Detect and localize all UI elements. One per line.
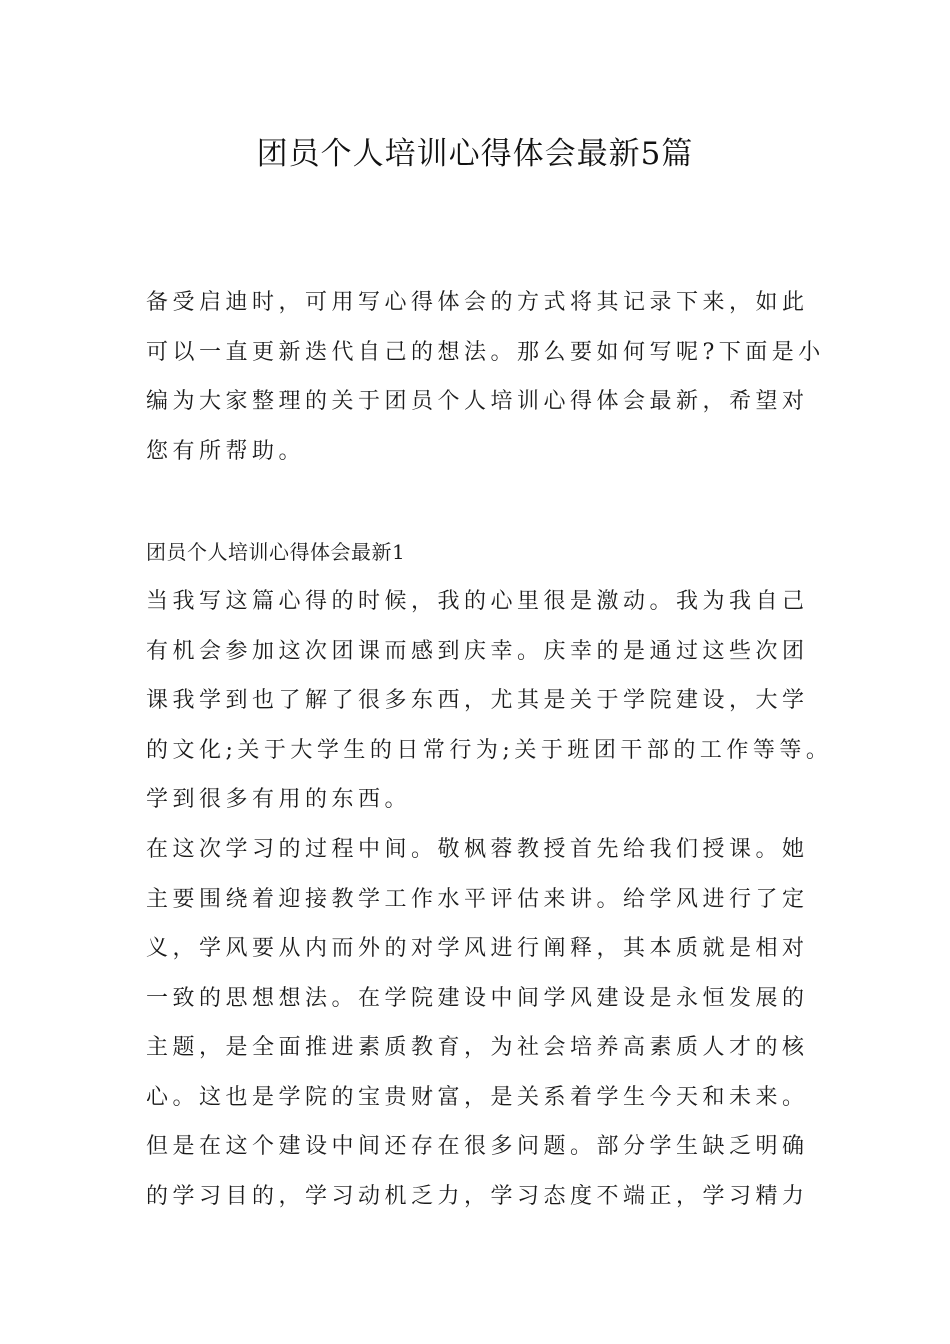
text-line: 主题，是全面推进素质教育，为社会培养高素质人才的核	[146, 1035, 809, 1060]
paragraph-text	[146, 577, 833, 825]
section1-paragraph-1	[146, 577, 833, 825]
intro-paragraph	[146, 278, 825, 476]
section1-paragraph-2	[146, 825, 809, 1221]
text-line: 在这次学习的过程中间。敬枫蓉教授首先给我们授课。她	[146, 837, 809, 862]
text-line: 一致的思想想法。在学院建设中间学风建设是永恒发展的	[146, 985, 809, 1011]
text-line: 心。这也是学院的宝贵财富，是关系着学生今天和未来。	[146, 1084, 809, 1110]
section-heading: 团员个人培训心得体会最新1	[146, 540, 406, 564]
text-line: 可以一直更新迭代自己的想法。那么要如何写呢?下面是小	[146, 339, 825, 365]
document-title: 团员个人培训心得体会最新5篇	[256, 136, 694, 172]
text-line: 您有所帮助。	[146, 438, 306, 464]
text-line: 的文化;关于大学生的日常行为;关于班团干部的工作等等。	[146, 737, 833, 763]
text-line: 当我写这篇心得的时候，我的心里很是激动。我为我自己	[146, 589, 809, 614]
text-line: 义，学风要从内而外的对学风进行阐释，其本质就是相对	[146, 936, 809, 961]
text-line: 有机会参加这次团课而感到庆幸。庆幸的是通过这些次团	[146, 638, 809, 664]
text-line: 主要围绕着迎接教学工作水平评估来讲。给学风进行了定	[146, 886, 809, 912]
text-line: 学到很多有用的东西。	[146, 787, 412, 812]
paragraph-text	[146, 825, 809, 1221]
text-line: 编为大家整理的关于团员个人培训心得体会最新，希望对	[146, 389, 809, 414]
text-line: 课我学到也了解了很多东西，尤其是关于学院建设，大学	[146, 688, 809, 713]
text-line: 的学习目的，学习动机乏力，学习态度不端正，学习精力	[146, 1183, 809, 1209]
text-line: 备受启迪时，可用写心得体会的方式将其记录下来，如此	[146, 290, 809, 315]
text-line: 但是在这个建设中间还存在很多问题。部分学生缺乏明确	[146, 1134, 809, 1159]
intro-text	[146, 278, 825, 476]
